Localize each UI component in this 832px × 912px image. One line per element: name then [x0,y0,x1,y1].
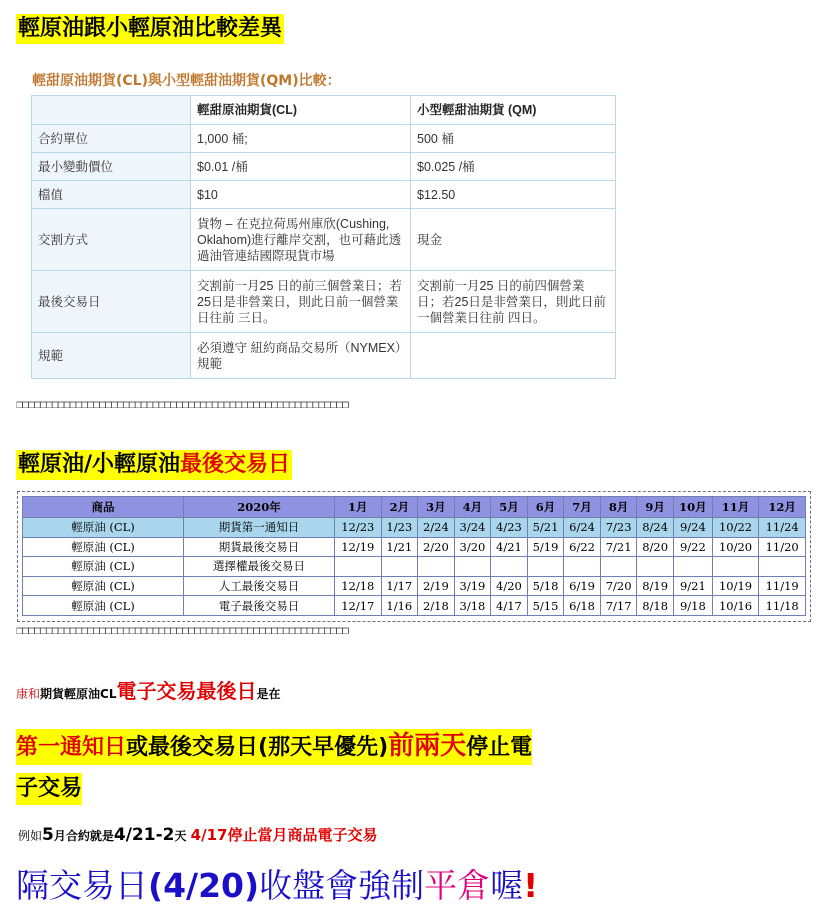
cell: 4/20 [491,576,528,596]
note-emphasis: 4/17停止當月商品電子交易 [190,826,378,844]
header-cell: 2月 [381,497,418,518]
cell [564,557,601,577]
cell-qm: $12.50 [411,181,616,209]
table-row [32,125,616,153]
header-cell: 2020年 [184,497,335,518]
note-line-2 [16,729,532,765]
cell: 1/16 [381,596,418,616]
cell: 電子最後交易日 [184,596,335,616]
table-row [32,209,616,271]
cell: 2/18 [418,596,455,616]
cell [381,557,418,577]
note-text: (4/20) [148,866,260,905]
header-cell: 11月 [712,497,759,518]
note-text: 天 [174,829,191,843]
note-text: 4/21-2 [113,825,175,845]
table-row [32,181,616,209]
cell: 8/24 [637,518,674,538]
header-cell: 3月 [418,497,455,518]
schedule-row-option-last-trading [23,557,806,577]
cell: 輕原油 (CL) [23,576,184,596]
cell: 6/18 [564,596,601,616]
cell: 6/24 [564,518,601,538]
cell [637,557,674,577]
cell [335,557,382,577]
cell-qm: 500 桶 [411,125,616,153]
cell: 2/19 [418,576,455,596]
cell: 9/18 [673,596,712,616]
row-label: 最後交易日 [32,271,191,333]
cell: 8/19 [637,576,674,596]
cell: 5/15 [527,596,564,616]
cell: 8/20 [637,537,674,557]
cell: 3/19 [454,576,491,596]
schedule-row-last-trading [23,537,806,557]
header-cell: 商品 [23,497,184,518]
cell: 2/20 [418,537,455,557]
note-emphasis: 平倉 [424,866,491,905]
cell: 1/23 [381,518,418,538]
cell [759,557,806,577]
cell: 9/22 [673,537,712,557]
note-line-4 [18,820,377,851]
cell: 期貨最後交易日 [184,537,335,557]
comparison-table [31,95,616,379]
cell: 9/21 [673,576,712,596]
cell: 7/21 [600,537,637,557]
cell: 10/22 [712,518,759,538]
note-text: 月合約就是 [53,829,114,843]
filler-boxes-row: ❐❐❐❐❐❐❐❐❐❐❐❐❐❐❐❐❐❐❐❐❐❐❐❐❐❐❐❐❐❐❐❐❐❐❐❐❐❐❐❐❐❐❐❐❐❐❐❐❐❐❐❐❐❐❐❐ [16,624,348,637]
comparison-table-title: 輕甜原油期貨(CL)與小型輕甜油期貨(QM)比較： [32,73,341,89]
cell: 3/24 [454,518,491,538]
cell [527,557,564,577]
note-line-5 [16,862,538,910]
cell: 5/21 [527,518,564,538]
header-cell-qm: 小型輕甜油期貨 (QM) [411,96,616,125]
row-label: 交割方式 [32,209,191,271]
schedule-table [22,496,806,616]
cell: 12/18 [335,576,382,596]
cell: 2/24 [418,518,455,538]
header-cell: 12月 [759,497,806,518]
cell-cl: 交割前一月25 日的前三個營業日；若25日是非營業日，則此日前一個營業日往前 三日。 [191,271,411,333]
header-cell: 4月 [454,497,491,518]
cell: 10/16 [712,596,759,616]
header-cell-cl: 輕甜原油期貨(CL) [191,96,411,125]
cell: 12/23 [335,518,382,538]
note-text: 例如 [18,829,43,843]
cell: 8/18 [637,596,674,616]
cell-cl: $10 [191,181,411,209]
cell: 選擇權最後交易日 [184,557,335,577]
cell [491,557,528,577]
note-line-3: 子交易 [16,773,82,805]
header-cell [32,96,191,125]
cell: 輕原油 (CL) [23,557,184,577]
cell: 7/23 [600,518,637,538]
cell: 5/18 [527,576,564,596]
note-text: 隔交易日 [16,866,148,905]
schedule-table-frame [17,491,811,622]
cell: 7/17 [600,596,637,616]
row-label: 檔值 [32,181,191,209]
cell: 4/23 [491,518,528,538]
schedule-row-manual-last-trading [23,576,806,596]
note-text: 5 [42,825,54,845]
cell-qm [411,333,616,379]
cell: 9/24 [673,518,712,538]
cell: 10/19 [712,576,759,596]
cell-cl: 1,000 桶; [191,125,411,153]
schedule-row-electronic-last-trading [23,596,806,616]
cell [600,557,637,577]
header-cell: 8月 [600,497,637,518]
table-row [32,333,616,379]
note-text: 停止電 [466,735,533,760]
cell-qm: 交割前一月25 日的前四個營業日；若25日是非營業日，則此日前一個營業日往前 四日。 [411,271,616,333]
cell: 6/22 [564,537,601,557]
cell: 12/17 [335,596,382,616]
cell: 5/19 [527,537,564,557]
schedule-row-first-notice [23,518,806,538]
note-emphasis: 電子交易最後日 [116,679,257,703]
cell-qm: $0.025 /桶 [411,153,616,181]
note-text: 收盤會強制 [259,866,425,905]
cell: 7/20 [600,576,637,596]
heading-red-part: 最後交易日 [180,452,291,477]
cell: 輕原油 (CL) [23,596,184,616]
cell: 4/21 [491,537,528,557]
header-cell: 9月 [637,497,674,518]
section-heading-comparison: 輕原油跟小輕原油比較差異 [16,14,284,44]
note-line-1 [16,678,281,707]
cell: 4/17 [491,596,528,616]
cell: 輕原油 (CL) [23,537,184,557]
cell [673,557,712,577]
row-label: 最小變動價位 [32,153,191,181]
row-label: 規範 [32,333,191,379]
header-cell: 5月 [491,497,528,518]
cell [454,557,491,577]
cell-cl: 貨物 – 在克拉荷馬州庫欣(Cushing, Oklahom)進行離岸交割，也可藉此透過油管連結國際現貨市場 [191,209,411,271]
filler-boxes-row: ❐❐❐❐❐❐❐❐❐❐❐❐❐❐❐❐❐❐❐❐❐❐❐❐❐❐❐❐❐❐❐❐❐❐❐❐❐❐❐❐❐❐❐❐❐❐❐❐❐❐❐❐❐❐❐❐ [16,398,348,411]
cell: 11/24 [759,518,806,538]
note-text: 期貨輕原油CL [40,687,117,701]
cell: 輕原油 (CL) [23,518,184,538]
cell-qm: 現金 [411,209,616,271]
schedule-header-row [23,497,806,518]
note-emphasis: ! [523,866,539,905]
cell: 11/20 [759,537,806,557]
table-header-row [32,96,616,125]
cell [712,557,759,577]
header-cell: 10月 [673,497,712,518]
cell: 期貨第一通知日 [184,518,335,538]
note-text: 或最後交易日(那天早優先) [126,735,389,760]
cell: 10/20 [712,537,759,557]
note-emphasis: 第一通知日 [16,735,127,760]
cell: 3/20 [454,537,491,557]
header-cell: 7月 [564,497,601,518]
note-text: 是在 [256,687,281,701]
cell: 6/19 [564,576,601,596]
note-emphasis: 前兩天 [388,731,467,761]
cell: 1/17 [381,576,418,596]
cell-cl: $0.01 /桶 [191,153,411,181]
table-row [32,153,616,181]
section-heading-last-trading-day [16,450,292,480]
header-cell: 6月 [527,497,564,518]
heading-black-part: 輕原油/小輕原油 [18,452,181,477]
table-row [32,271,616,333]
cell: 人工最後交易日 [184,576,335,596]
cell: 12/19 [335,537,382,557]
cell-cl: 必須遵守 紐約商品交易所（NYMEX）規範 [191,333,411,379]
cell: 11/19 [759,576,806,596]
note-text: 喔 [490,866,524,905]
header-cell: 1月 [335,497,382,518]
cell: 11/18 [759,596,806,616]
row-label: 合約單位 [32,125,191,153]
cell: 3/18 [454,596,491,616]
cell [418,557,455,577]
cell: 1/21 [381,537,418,557]
brand-name: 康和 [16,687,41,701]
